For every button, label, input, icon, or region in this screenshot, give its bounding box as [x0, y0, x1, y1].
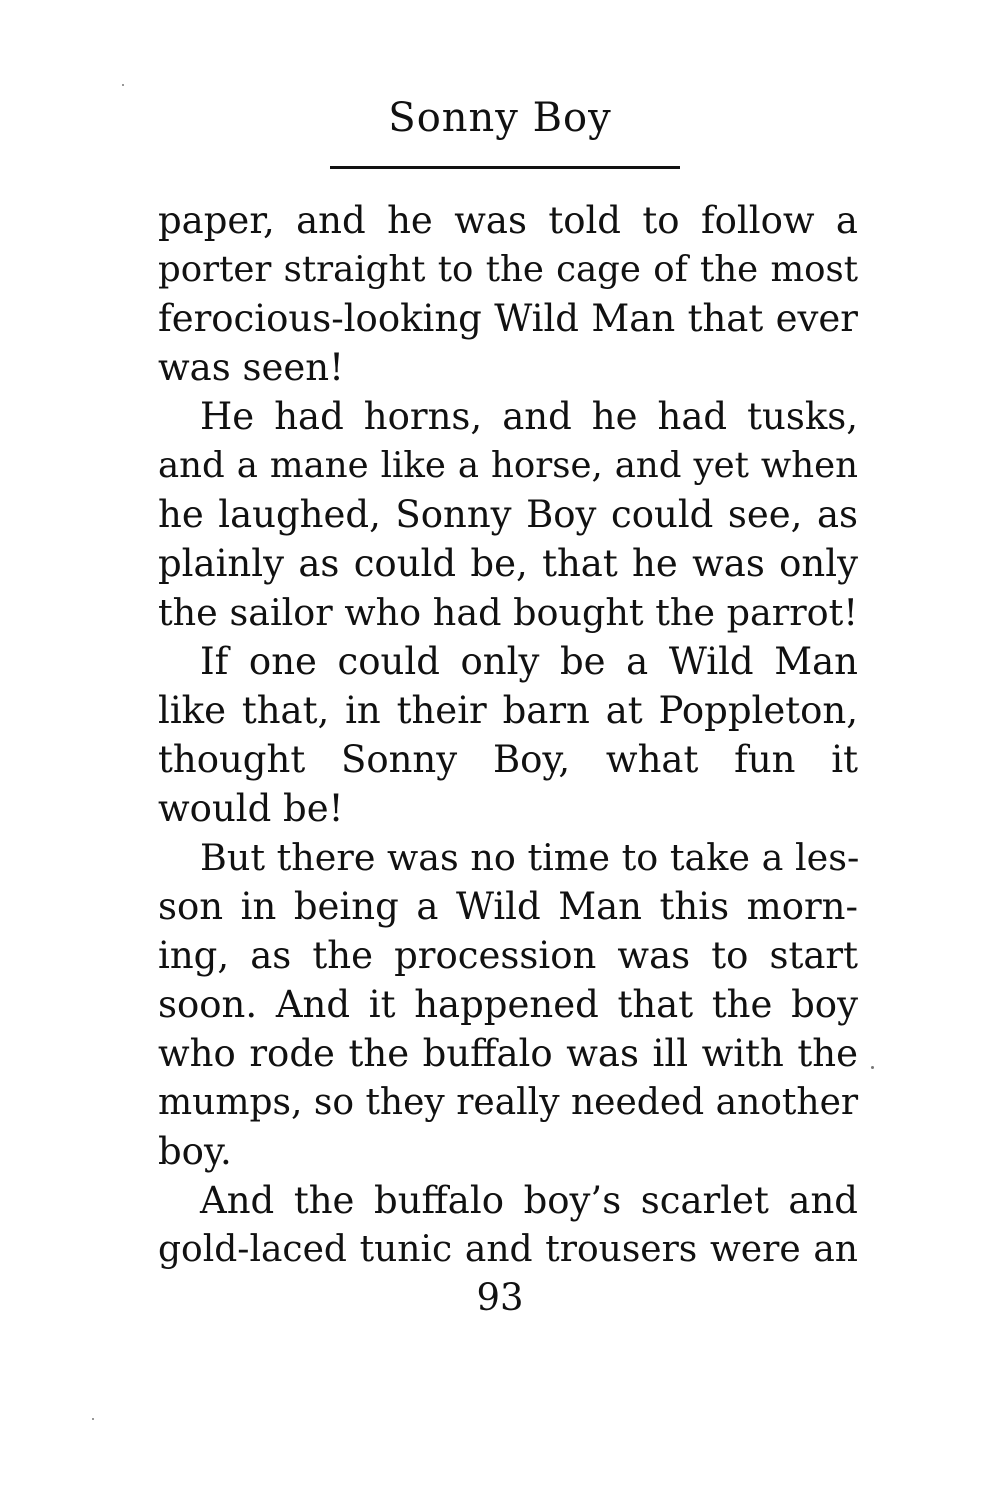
- text-line: ing, as the procession was to start: [158, 934, 858, 977]
- text-line: would be!: [158, 787, 344, 830]
- scan-speck: [92, 1418, 94, 1420]
- scan-speck: [122, 84, 124, 86]
- page-body: [158, 196, 858, 1274]
- text-line: gold-laced tunic and trousers were an: [158, 1229, 858, 1270]
- text-line: who rode the buffalo was ill with the: [158, 1032, 858, 1075]
- text-line: ferocious-looking Wild Man that ever: [158, 297, 858, 340]
- text-line: paper, and he was told to follow a: [158, 199, 858, 242]
- text-line: he laughed, Sonny Boy could see, as: [158, 493, 858, 536]
- text-line: And the buffalo boy’s scarlet and: [200, 1179, 858, 1222]
- text-line: mumps, so they really needed another: [158, 1082, 859, 1123]
- text-line: boy.: [158, 1130, 232, 1173]
- text-line: was seen!: [158, 346, 344, 389]
- text-line: porter straight to the cage of the most: [158, 249, 858, 290]
- text-line: He had horns, and he had tusks,: [200, 395, 858, 438]
- text-line: But there was no time to take a les-: [200, 836, 860, 879]
- text-line: and a mane like a horse, and yet when: [158, 445, 858, 486]
- text-line: the sailor who had bought the parrot!: [158, 591, 858, 634]
- text-line: If one could only be a Wild Man: [200, 640, 858, 683]
- text-line: plainly as could be, that he was only: [158, 542, 858, 585]
- text-line: son in being a Wild Man this morn-: [158, 885, 858, 928]
- header-rule: [330, 166, 680, 169]
- text-line: thought Sonny Boy, what fun it: [158, 738, 858, 781]
- page-number: 93: [476, 1276, 524, 1319]
- scan-speck: [871, 1066, 874, 1069]
- text-line: soon. And it happened that the boy: [158, 983, 858, 1026]
- text-line: like that, in their barn at Poppleton,: [158, 689, 858, 732]
- running-title: Sonny Boy: [388, 95, 612, 141]
